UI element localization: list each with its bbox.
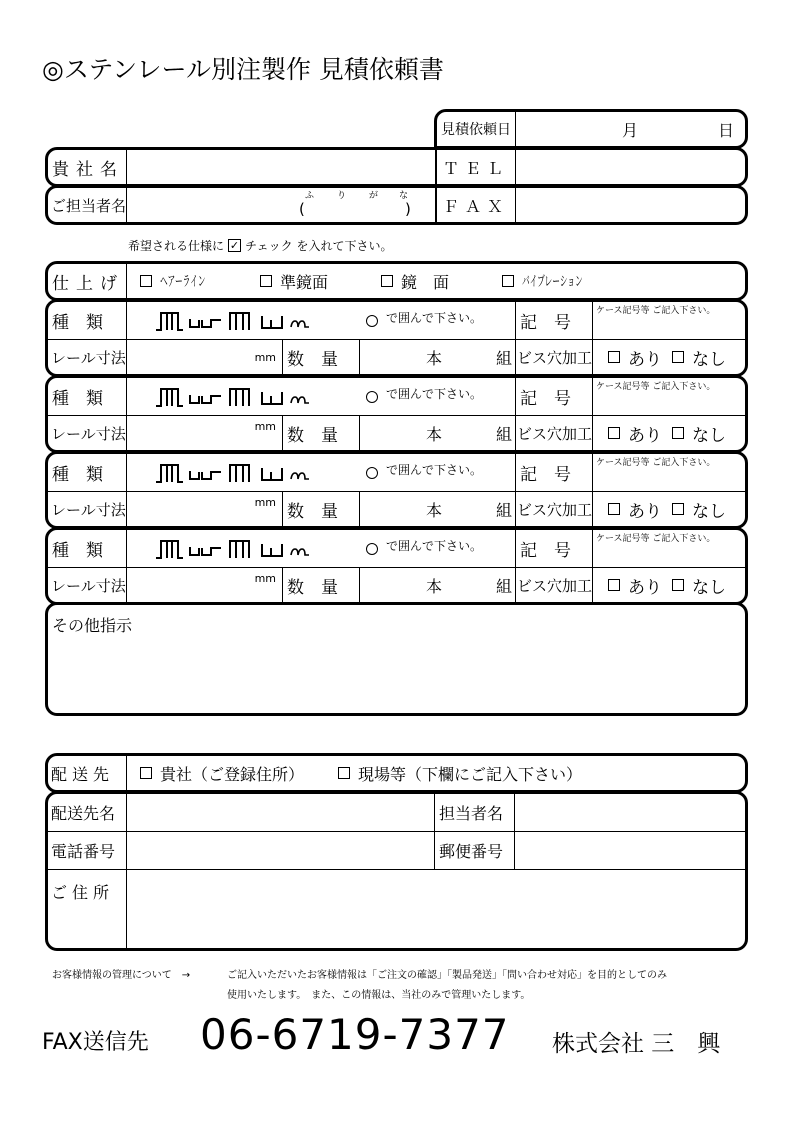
rail-profile-5[interactable] — [291, 549, 309, 555]
rail-size-input[interactable] — [127, 340, 282, 374]
checkmark-icon: ✓ — [229, 239, 240, 252]
screw-option-yes[interactable]: あり — [628, 425, 662, 446]
request-date-label: 見積依頼日 — [441, 122, 511, 138]
checkbox-icon[interactable] — [260, 275, 272, 287]
screw-hole-label: ビス穴加工 — [517, 424, 593, 443]
rail-profiles — [154, 310, 344, 332]
rail-type-selector[interactable] — [154, 378, 344, 415]
quantity-input[interactable] — [360, 340, 515, 374]
quantity-input[interactable] — [360, 568, 515, 602]
rail-profile-3-shape — [230, 465, 249, 482]
screw-option-yes[interactable]: あり — [628, 501, 662, 522]
company-name-label: 貴社名 — [52, 159, 124, 180]
fax-number: 06-6719-7377 — [200, 1010, 510, 1059]
request-date-input[interactable] — [516, 112, 745, 146]
symbol-note: ケース記号等 ご記入下さい。 — [596, 306, 716, 316]
rail-profile-4[interactable] — [262, 468, 282, 480]
other-instructions-box[interactable] — [45, 602, 748, 716]
screw-hole-label: ビス穴加工 — [517, 576, 593, 595]
checkbox-icon[interactable] — [672, 503, 684, 515]
tel-label: ＴＥＬ — [443, 158, 510, 178]
rail-profile-2[interactable] — [190, 395, 221, 403]
rail-profiles — [154, 462, 344, 484]
rail-profiles — [154, 386, 344, 408]
circle-note: で囲んで下さい。 — [386, 387, 483, 401]
rail-profile-4-shape — [262, 316, 282, 328]
finish-option-vibration[interactable] — [502, 264, 632, 298]
checkbox-icon[interactable] — [672, 351, 684, 363]
paren-open: ( — [299, 200, 305, 218]
symbol-input[interactable] — [593, 530, 744, 567]
quantity-label: 数 量 — [287, 577, 338, 598]
screw-option-yes[interactable]: あり — [628, 577, 662, 598]
finish-option-label: ヘアーライン — [160, 274, 206, 290]
unit-sets: 組 — [495, 348, 512, 368]
divider — [126, 756, 127, 790]
instruction-line — [128, 237, 392, 254]
type-label: 種 類 — [52, 541, 103, 561]
rail-profile-4[interactable] — [262, 392, 282, 404]
tel-input[interactable] — [516, 150, 744, 184]
checkbox-icon[interactable] — [608, 503, 620, 515]
furigana-4: な — [399, 191, 409, 201]
company-name: 株式会社 三 興 — [552, 1031, 721, 1057]
mm-unit: mm — [254, 350, 276, 364]
finish-option-semi-mirror[interactable] — [260, 264, 328, 298]
circle-icon — [366, 315, 378, 327]
finish-option-label: 鏡 面 — [401, 272, 450, 292]
rail-size-input[interactable] — [127, 416, 282, 450]
rail-size-input[interactable] — [127, 568, 282, 602]
checkbox-icon[interactable] — [672, 427, 684, 439]
rail-size-input[interactable] — [127, 492, 282, 526]
page-title: ◎ステンレール別注製作 見積依頼書 — [42, 55, 444, 84]
rail-profile-5[interactable] — [291, 397, 309, 403]
rail-profile-4-shape — [262, 392, 282, 404]
rail-profile-3-shape — [230, 541, 249, 558]
rail-profile-2[interactable] — [190, 471, 221, 479]
unit-pieces: 本 — [426, 424, 443, 444]
quantity-input[interactable] — [360, 492, 515, 526]
instruction-before: 希望される仕様に — [128, 239, 225, 253]
rail-profile-5[interactable] — [291, 321, 309, 327]
mm-unit: mm — [254, 420, 276, 433]
symbol-label: 記 号 — [520, 313, 571, 333]
rail-profile-1-shape — [156, 313, 183, 330]
item-block-3 — [45, 451, 748, 529]
unit-pieces: 本 — [426, 500, 443, 520]
symbol-label: 記 号 — [520, 541, 571, 561]
delivery-option-site[interactable] — [338, 756, 582, 790]
rail-type-selector[interactable] — [154, 454, 344, 491]
symbol-note: ケース記号等 ご記入下さい。 — [596, 458, 716, 468]
rail-profile-2-shape — [190, 319, 221, 327]
rail-profile-1[interactable] — [156, 465, 183, 482]
furigana-1: ふ — [305, 191, 315, 201]
contact-name-label: ご担当者名 — [51, 196, 127, 215]
circle-note: で囲んで下さい。 — [386, 539, 483, 553]
rail-profile-2-shape — [190, 395, 221, 403]
screw-hole-options — [608, 492, 726, 526]
rail-size-label: レール寸法 — [51, 500, 126, 519]
rail-profile-5-shape — [291, 321, 309, 327]
rail-profile-4[interactable] — [262, 544, 282, 556]
person-input[interactable] — [515, 794, 745, 831]
screw-option-no[interactable]: なし — [692, 577, 726, 598]
fax-label: ＦＡＸ — [443, 196, 510, 216]
postal-label: 郵便番号 — [439, 842, 504, 861]
rail-profile-1[interactable] — [156, 541, 183, 558]
quantity-input[interactable] — [360, 416, 515, 450]
finish-option-label: 準鏡面 — [280, 272, 329, 292]
circle-icon — [366, 391, 378, 403]
delivery-option-company[interactable] — [140, 756, 304, 790]
contact-row — [45, 185, 748, 225]
rail-profile-2-shape — [190, 471, 221, 479]
rail-profile-2[interactable] — [190, 547, 221, 555]
symbol-label: 記 号 — [520, 389, 571, 409]
address-label: ご住所 — [51, 883, 115, 902]
divider — [435, 188, 437, 222]
delivery-label: 配送先 — [51, 764, 115, 784]
checkbox-icon[interactable] — [672, 579, 684, 591]
rail-profile-5-shape — [291, 397, 309, 403]
finish-option-mirror[interactable] — [381, 264, 449, 298]
symbol-note: ケース記号等 ご記入下さい。 — [596, 534, 716, 544]
rail-profile-2[interactable] — [190, 319, 221, 327]
unit-sets: 組 — [495, 500, 512, 520]
finish-label: 仕上げ — [52, 273, 124, 294]
rail-size-label: レール寸法 — [51, 348, 126, 367]
screw-hole-options — [608, 416, 726, 450]
type-label: 種 類 — [52, 313, 103, 333]
type-label: 種 類 — [52, 389, 103, 409]
address-input[interactable] — [127, 870, 745, 948]
circle-icon — [366, 543, 378, 555]
rail-profile-3-shape — [230, 389, 249, 406]
quantity-label: 数 量 — [287, 349, 338, 370]
rail-profile-3-shape — [230, 313, 249, 330]
rail-profile-5-shape — [291, 473, 309, 479]
checkbox-icon[interactable] — [140, 275, 152, 287]
privacy-heading: お客様情報の管理について → — [52, 970, 191, 981]
divider — [126, 264, 127, 298]
quantity-label: 数 量 — [287, 501, 338, 522]
unit-pieces: 本 — [426, 348, 443, 368]
checkbox-icon[interactable] — [608, 427, 620, 439]
person-label: 担当者名 — [439, 804, 504, 823]
privacy-line-2: 使用いたします。 また、この情報は、当社のみで管理いたします。 — [227, 990, 531, 1001]
delivery-details — [45, 791, 748, 951]
month-label: 月 — [622, 120, 639, 140]
circle-instruction — [366, 302, 482, 339]
rail-profile-1-shape — [156, 541, 183, 558]
checkbox-icon[interactable] — [608, 579, 620, 591]
unit-sets: 組 — [495, 424, 512, 444]
company-row — [45, 147, 748, 187]
checkbox-icon[interactable] — [381, 275, 393, 287]
item-block-2 — [45, 375, 748, 453]
dest-name-input[interactable] — [127, 794, 434, 831]
rail-profile-3[interactable] — [230, 313, 249, 330]
circle-instruction — [366, 378, 482, 415]
screw-option-no[interactable]: なし — [692, 349, 726, 370]
rail-type-selector[interactable] — [154, 302, 344, 339]
unit-sets: 組 — [495, 576, 512, 596]
item-block-1 — [45, 299, 748, 377]
quantity-label: 数 量 — [287, 425, 338, 446]
phone-label: 電話番号 — [51, 842, 116, 861]
rail-profile-5[interactable] — [291, 473, 309, 479]
symbol-input[interactable] — [593, 378, 744, 415]
checkbox-icon[interactable] — [338, 767, 350, 779]
checkbox-icon[interactable] — [140, 767, 152, 779]
circle-instruction — [366, 454, 482, 491]
postal-input[interactable] — [515, 832, 745, 869]
rail-profile-1-shape — [156, 389, 183, 406]
company-name-input[interactable] — [127, 150, 435, 184]
circle-icon — [366, 467, 378, 479]
rail-size-label: レール寸法 — [51, 424, 126, 443]
symbol-note: ケース記号等 ご記入下さい。 — [596, 382, 716, 392]
paren-close: ) — [405, 200, 411, 218]
rail-profile-4-shape — [262, 544, 282, 556]
delivery-row — [45, 753, 748, 793]
furigana-2: り — [337, 191, 347, 201]
circle-note: で囲んで下さい。 — [386, 463, 483, 477]
rail-profile-4[interactable] — [262, 316, 282, 328]
rail-profiles — [154, 538, 344, 560]
finish-option-hairline[interactable] — [140, 264, 243, 298]
checkbox-icon[interactable] — [608, 351, 620, 363]
screw-hole-label: ビス穴加工 — [517, 348, 593, 367]
delivery-option-label: 貴社（ご登録住所） — [160, 764, 305, 784]
rail-profile-3[interactable] — [230, 389, 249, 406]
screw-hole-label: ビス穴加工 — [517, 500, 593, 519]
rail-size-label: レール寸法 — [51, 576, 126, 595]
checkbox-icon[interactable] — [502, 275, 514, 287]
contact-name-input[interactable] — [127, 188, 435, 222]
day-label: 日 — [718, 120, 735, 140]
other-instructions-label: その他指示 — [52, 616, 133, 635]
rail-profile-2-shape — [190, 547, 221, 555]
furigana-3: が — [369, 191, 379, 201]
divider — [435, 150, 437, 184]
finish-option-label: バイブレーション — [522, 274, 583, 290]
rail-profile-1-shape — [156, 465, 183, 482]
screw-hole-options — [608, 340, 726, 374]
rail-profile-1[interactable] — [156, 313, 183, 330]
fax-destination-label: FAX送信先 — [42, 1030, 149, 1055]
rail-profile-5-shape — [291, 549, 309, 555]
phone-input[interactable] — [127, 832, 434, 869]
instruction-after: チェック を入れて下さい。 — [245, 239, 393, 253]
symbol-label: 記 号 — [520, 465, 571, 485]
screw-option-yes[interactable]: あり — [628, 349, 662, 370]
screw-option-no[interactable]: なし — [692, 501, 726, 522]
symbol-input[interactable] — [593, 302, 744, 339]
rail-type-selector[interactable] — [154, 530, 344, 567]
finish-row — [45, 261, 748, 301]
unit-pieces: 本 — [426, 576, 443, 596]
mm-unit: mm — [254, 572, 276, 585]
mm-unit: mm — [254, 496, 276, 509]
screw-option-no[interactable]: なし — [692, 425, 726, 446]
request-date-box — [434, 109, 748, 149]
fax-input[interactable] — [516, 188, 744, 222]
circle-note: で囲んで下さい。 — [386, 311, 483, 325]
type-label: 種 類 — [52, 465, 103, 485]
privacy-line-1: ご記入いただいたお客様情報は「ご注文の確認」「製品発送」「問い合わせ対応」を目的としてのみ — [227, 970, 667, 981]
rail-profile-4-shape — [262, 468, 282, 480]
rail-profile-3[interactable] — [230, 541, 249, 558]
rail-profile-3[interactable] — [230, 465, 249, 482]
rail-profile-1[interactable] — [156, 389, 183, 406]
screw-hole-options — [608, 568, 726, 602]
symbol-input[interactable] — [593, 454, 744, 491]
delivery-option-label: 現場等（下欄にご記入下さい） — [358, 764, 583, 784]
circle-instruction — [366, 530, 482, 567]
item-block-4 — [45, 527, 748, 605]
dest-name-label: 配送先名 — [51, 804, 116, 823]
